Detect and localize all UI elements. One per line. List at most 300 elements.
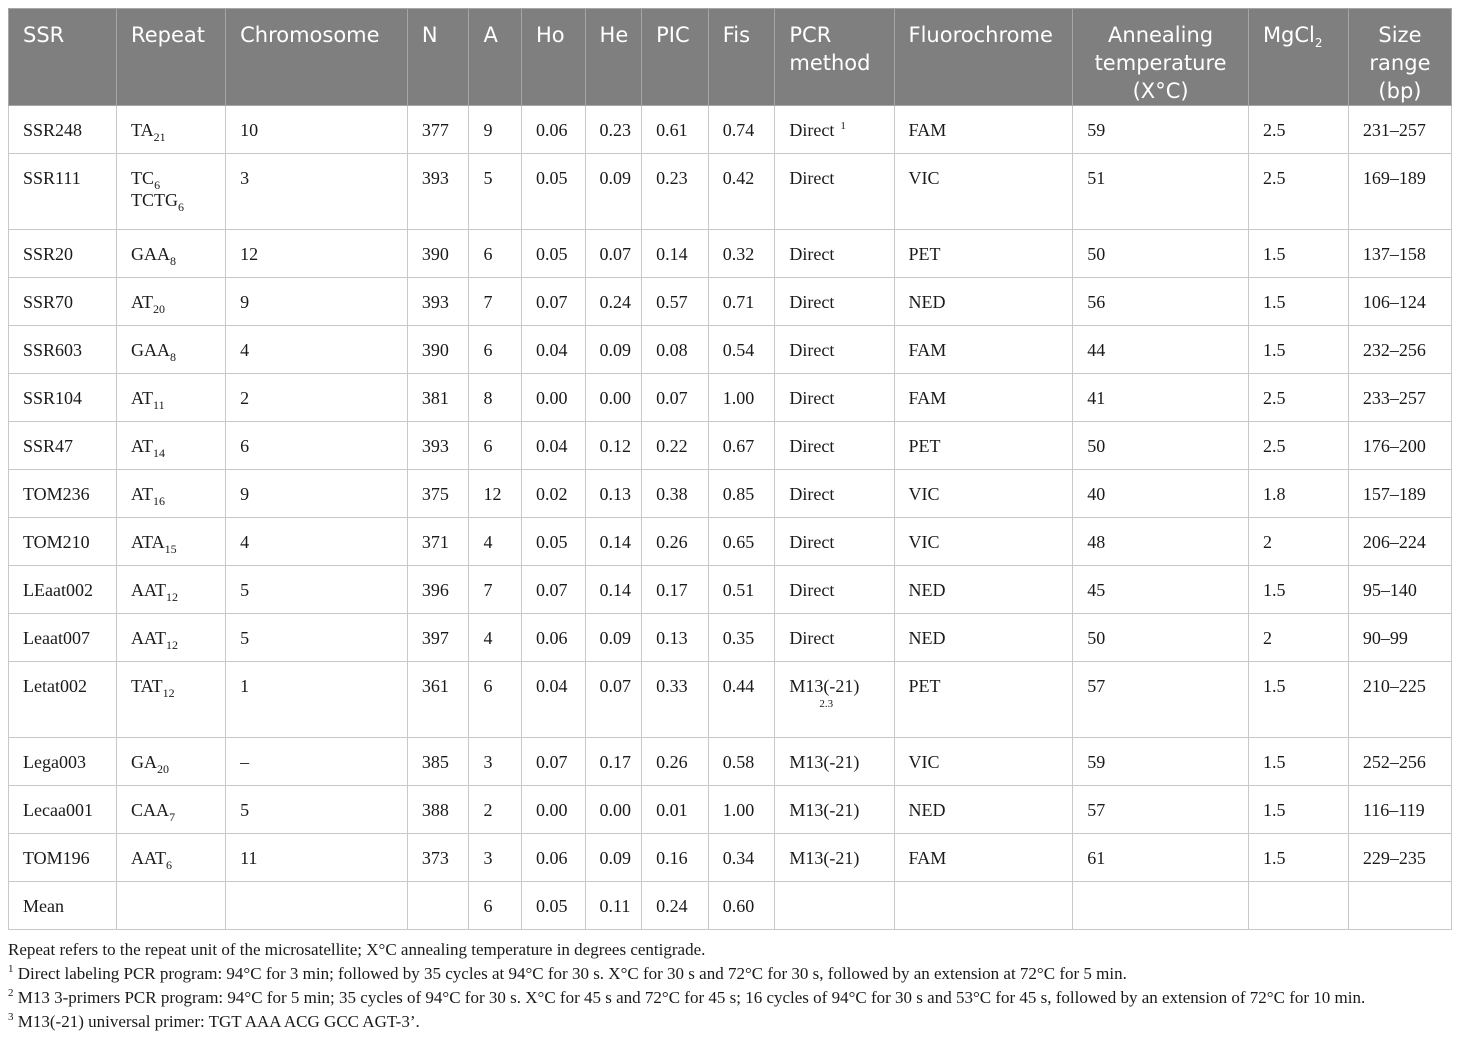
repeat-count: 8 [170, 254, 177, 268]
column-header-label: SSR [23, 23, 65, 47]
cell-chromosome: 3 [226, 154, 408, 230]
cell-pcr [775, 422, 894, 470]
cell-a: 4 [469, 614, 522, 662]
cell-size: 206–224 [1348, 518, 1451, 566]
cell-fluor: PET [894, 230, 1073, 278]
cell-anneal: 56 [1073, 278, 1249, 326]
cell-ssr: Mean [9, 882, 117, 930]
cell-ssr: SSR111 [9, 154, 117, 230]
cell-ssr: TOM196 [9, 834, 117, 882]
table-row [9, 738, 1452, 786]
cell-fis: 0.58 [708, 738, 775, 786]
cell-chromosome: 10 [226, 106, 408, 154]
cell-mgcl2: 1.8 [1248, 470, 1348, 518]
cell-size: 116–119 [1348, 786, 1451, 834]
cell-fis: 0.85 [708, 470, 775, 518]
cell-pic: 0.01 [642, 786, 709, 834]
cell-ssr: SSR47 [9, 422, 117, 470]
cell-he: 0.17 [585, 738, 642, 786]
cell-anneal: 61 [1073, 834, 1249, 882]
table-row [9, 518, 1452, 566]
column-header-label: Fis [722, 23, 751, 47]
cell-ho: 0.06 [521, 834, 585, 882]
cell-mgcl2: 1.5 [1248, 278, 1348, 326]
column-header-label: N [421, 23, 438, 47]
cell-fluor: NED [894, 566, 1073, 614]
cell-he: 0.12 [585, 422, 642, 470]
cell-mgcl2: 2.5 [1248, 106, 1348, 154]
cell-size [1348, 882, 1451, 930]
cell-size: 169–189 [1348, 154, 1451, 230]
cell-he: 0.09 [585, 614, 642, 662]
repeat-unit [131, 627, 211, 652]
cell-pcr [775, 738, 894, 786]
cell-anneal: 50 [1073, 614, 1249, 662]
cell-chromosome: 1 [226, 662, 408, 738]
repeat-unit [131, 167, 211, 192]
cell-mgcl2: 2.5 [1248, 422, 1348, 470]
cell-he: 0.24 [585, 278, 642, 326]
cell-size: 106–124 [1348, 278, 1451, 326]
cell-fluor: NED [894, 278, 1073, 326]
pcr-method-value: Direct [789, 120, 835, 140]
repeat-base: ATA [131, 532, 165, 552]
footnote-ref: 2.3 [819, 698, 834, 710]
cell-fluor: NED [894, 614, 1073, 662]
cell-ho: 0.04 [521, 662, 585, 738]
cell-pic: 0.13 [642, 614, 709, 662]
cell-anneal: 45 [1073, 566, 1249, 614]
cell-pic: 0.61 [642, 106, 709, 154]
repeat-count: 12 [166, 638, 179, 652]
repeat-count: 6 [154, 178, 161, 192]
cell-mgcl2: 2.5 [1248, 154, 1348, 230]
header-row [9, 9, 1452, 106]
footnote-mark: 2 [8, 987, 14, 999]
cell-he: 0.07 [585, 662, 642, 738]
cell-repeat [117, 834, 226, 882]
repeat-count: 21 [153, 130, 166, 144]
cell-n: 361 [407, 662, 469, 738]
cell-a: 9 [469, 106, 522, 154]
cell-anneal: 57 [1073, 662, 1249, 738]
repeat-unit [131, 483, 211, 508]
cell-he: 0.00 [585, 374, 642, 422]
cell-chromosome: 5 [226, 614, 408, 662]
cell-a: 7 [469, 566, 522, 614]
pcr-method-value: Direct [789, 244, 835, 264]
repeat-base: TC [131, 168, 155, 188]
cell-ssr: Leaat007 [9, 614, 117, 662]
cell-anneal: 41 [1073, 374, 1249, 422]
column-header [1348, 9, 1451, 106]
pcr-method-value: Direct [789, 436, 835, 456]
cell-a: 4 [469, 518, 522, 566]
cell-repeat [117, 738, 226, 786]
cell-chromosome: 9 [226, 470, 408, 518]
cell-ho: 0.07 [521, 566, 585, 614]
cell-ssr: SSR70 [9, 278, 117, 326]
cell-size: 252–256 [1348, 738, 1451, 786]
cell-n: 385 [407, 738, 469, 786]
cell-pic: 0.24 [642, 882, 709, 930]
pcr-method-value: Direct [789, 628, 835, 648]
cell-pcr [775, 882, 894, 930]
table-row [9, 470, 1452, 518]
cell-n: 390 [407, 230, 469, 278]
cell-fis: 0.71 [708, 278, 775, 326]
repeat-unit [131, 675, 211, 700]
table-row [9, 882, 1452, 930]
cell-n: 377 [407, 106, 469, 154]
column-header [1248, 9, 1348, 106]
cell-pic: 0.14 [642, 230, 709, 278]
cell-ho: 0.02 [521, 470, 585, 518]
cell-he: 0.23 [585, 106, 642, 154]
cell-pcr [775, 470, 894, 518]
cell-chromosome: 4 [226, 326, 408, 374]
repeat-unit [131, 531, 211, 556]
table-row [9, 106, 1452, 154]
cell-pcr [775, 326, 894, 374]
column-header-label: Repeat [131, 23, 205, 47]
cell-a: 6 [469, 662, 522, 738]
cell-ssr: SSR104 [9, 374, 117, 422]
cell-fluor: PET [894, 662, 1073, 738]
repeat-count: 15 [164, 542, 177, 556]
cell-ssr: SSR20 [9, 230, 117, 278]
repeat-base: TCTG [131, 190, 179, 210]
cell-mgcl2 [1248, 882, 1348, 930]
column-header-label: He [599, 23, 629, 47]
cell-fis: 0.74 [708, 106, 775, 154]
cell-mgcl2: 2 [1248, 614, 1348, 662]
pcr-method-value: M13(-21) [789, 848, 860, 868]
cell-pcr [775, 662, 894, 738]
cell-n: 381 [407, 374, 469, 422]
cell-pcr [775, 614, 894, 662]
cell-ho: 0.07 [521, 278, 585, 326]
cell-ssr: SSR248 [9, 106, 117, 154]
cell-chromosome: 4 [226, 518, 408, 566]
cell-pic: 0.57 [642, 278, 709, 326]
column-header-subscript: 2 [1314, 36, 1323, 50]
repeat-base: GA [131, 752, 158, 772]
repeat-unit [131, 339, 211, 364]
cell-a: 5 [469, 154, 522, 230]
cell-anneal [1073, 882, 1249, 930]
cell-mgcl2: 1.5 [1248, 738, 1348, 786]
cell-mgcl2: 1.5 [1248, 834, 1348, 882]
cell-fis: 0.51 [708, 566, 775, 614]
cell-ssr: Letat002 [9, 662, 117, 738]
cell-size: 95–140 [1348, 566, 1451, 614]
repeat-count: 8 [170, 350, 177, 364]
cell-fluor: VIC [894, 154, 1073, 230]
cell-size: 210–225 [1348, 662, 1451, 738]
cell-a: 6 [469, 326, 522, 374]
cell-ho: 0.07 [521, 738, 585, 786]
cell-repeat [117, 422, 226, 470]
repeat-count: 16 [153, 494, 166, 508]
cell-repeat [117, 374, 226, 422]
cell-fis: 1.00 [708, 786, 775, 834]
footnote-text: Direct labeling PCR program: 94°C for 3 min; followed by 35 cycles at 94°C for 30 s. X°C for 30 s and 72°C for 30 s, followed by an extension at 72°C for 5 min. [13, 964, 1127, 983]
cell-mgcl2: 1.5 [1248, 786, 1348, 834]
cell-mgcl2: 1.5 [1248, 566, 1348, 614]
cell-ho: 0.05 [521, 154, 585, 230]
cell-fis: 0.34 [708, 834, 775, 882]
cell-fis: 0.32 [708, 230, 775, 278]
repeat-base: TA [131, 120, 154, 140]
cell-ssr: TOM236 [9, 470, 117, 518]
cell-mgcl2: 1.5 [1248, 326, 1348, 374]
cell-pcr [775, 834, 894, 882]
cell-chromosome: 6 [226, 422, 408, 470]
footnote-general: Repeat refers to the repeat unit of the microsatellite; X°C annealing temperature in degrees centigrade. [8, 940, 706, 959]
cell-chromosome [226, 882, 408, 930]
cell-pic: 0.38 [642, 470, 709, 518]
cell-fis: 0.44 [708, 662, 775, 738]
cell-ho: 0.06 [521, 614, 585, 662]
cell-anneal: 57 [1073, 786, 1249, 834]
cell-fis: 1.00 [708, 374, 775, 422]
repeat-base: AAT [131, 848, 167, 868]
footnote-2 [8, 986, 1452, 1010]
cell-chromosome: 11 [226, 834, 408, 882]
repeat-base: TAT [131, 676, 163, 696]
repeat-count: 20 [153, 302, 166, 316]
cell-mgcl2: 1.5 [1248, 230, 1348, 278]
cell-chromosome: 5 [226, 566, 408, 614]
cell-pic: 0.07 [642, 374, 709, 422]
cell-n: 393 [407, 278, 469, 326]
cell-fluor: PET [894, 422, 1073, 470]
footnote-mark: 1 [8, 963, 14, 975]
cell-a: 12 [469, 470, 522, 518]
cell-repeat [117, 106, 226, 154]
table-row [9, 786, 1452, 834]
cell-he: 0.11 [585, 882, 642, 930]
repeat-base: AT [131, 292, 154, 312]
cell-he: 0.07 [585, 230, 642, 278]
table-container [8, 8, 1452, 1034]
cell-n: 396 [407, 566, 469, 614]
cell-anneal: 59 [1073, 738, 1249, 786]
repeat-base: GAA [131, 340, 171, 360]
footnote-3 [8, 1010, 1452, 1034]
table-row [9, 614, 1452, 662]
column-header [521, 9, 585, 106]
cell-n: 375 [407, 470, 469, 518]
cell-ho: 0.05 [521, 230, 585, 278]
cell-anneal: 59 [1073, 106, 1249, 154]
repeat-base: AT [131, 436, 154, 456]
repeat-base: CAA [131, 800, 170, 820]
cell-ho: 0.04 [521, 422, 585, 470]
cell-repeat [117, 470, 226, 518]
cell-n: 373 [407, 834, 469, 882]
cell-a: 2 [469, 786, 522, 834]
cell-a: 6 [469, 230, 522, 278]
column-header [775, 9, 894, 106]
column-header [407, 9, 469, 106]
cell-fluor: VIC [894, 738, 1073, 786]
cell-ssr: TOM210 [9, 518, 117, 566]
cell-n: 393 [407, 422, 469, 470]
repeat-count: 14 [153, 446, 166, 460]
cell-size: 90–99 [1348, 614, 1451, 662]
cell-anneal: 51 [1073, 154, 1249, 230]
cell-he: 0.09 [585, 154, 642, 230]
column-header-label: PIC [656, 23, 690, 47]
repeat-count: 20 [157, 762, 170, 776]
footnote-text: M13(-21) universal primer: TGT AAA ACG GCC AGT-3’. [13, 1012, 420, 1031]
cell-fluor [894, 882, 1073, 930]
cell-n: 393 [407, 154, 469, 230]
repeat-unit [131, 189, 211, 214]
cell-anneal: 48 [1073, 518, 1249, 566]
cell-anneal: 40 [1073, 470, 1249, 518]
column-header [708, 9, 775, 106]
pcr-method-value: Direct [789, 340, 835, 360]
column-header-label: Size range (bp) [1369, 23, 1431, 103]
footnote-ref: 1 [840, 120, 846, 132]
cell-a: 8 [469, 374, 522, 422]
repeat-count: 12 [162, 686, 175, 700]
cell-size: 176–200 [1348, 422, 1451, 470]
repeat-unit [131, 847, 211, 872]
cell-pic: 0.08 [642, 326, 709, 374]
cell-ssr: LEaat002 [9, 566, 117, 614]
cell-size: 232–256 [1348, 326, 1451, 374]
cell-repeat [117, 230, 226, 278]
table-body [9, 106, 1452, 930]
footnote-text: M13 3-primers PCR program: 94°C for 5 min; 35 cycles of 94°C for 30 s. X°C for 45 s and 72°C for 45 s; 16 cycles of 94°C for 30 s and 53°C for 45 s, followed by an extension of 72°C for 10 min. [13, 988, 1366, 1007]
repeat-unit [131, 751, 211, 776]
cell-ho: 0.05 [521, 518, 585, 566]
cell-size: 229–235 [1348, 834, 1451, 882]
cell-mgcl2: 2.5 [1248, 374, 1348, 422]
cell-chromosome: 9 [226, 278, 408, 326]
column-header-label: Fluorochrome [908, 23, 1053, 47]
cell-pcr [775, 786, 894, 834]
cell-he: 0.14 [585, 566, 642, 614]
cell-repeat [117, 566, 226, 614]
cell-pic: 0.26 [642, 518, 709, 566]
table-row [9, 154, 1452, 230]
repeat-unit [131, 119, 211, 144]
cell-he: 0.00 [585, 786, 642, 834]
cell-fis: 0.67 [708, 422, 775, 470]
cell-fis: 0.54 [708, 326, 775, 374]
footnotes [8, 938, 1452, 1034]
repeat-unit [131, 243, 211, 268]
cell-ssr: Lecaa001 [9, 786, 117, 834]
cell-repeat [117, 278, 226, 326]
cell-pcr [775, 374, 894, 422]
cell-pcr [775, 106, 894, 154]
column-header [1073, 9, 1249, 106]
repeat-unit [131, 579, 211, 604]
table-row [9, 566, 1452, 614]
column-header-label: Ho [535, 23, 565, 47]
table-row [9, 422, 1452, 470]
cell-fluor: FAM [894, 374, 1073, 422]
cell-mgcl2: 1.5 [1248, 662, 1348, 738]
cell-fluor: VIC [894, 470, 1073, 518]
cell-ho: 0.04 [521, 326, 585, 374]
cell-he: 0.09 [585, 326, 642, 374]
column-header-label: MgCl [1262, 23, 1315, 47]
column-header [9, 9, 117, 106]
cell-repeat [117, 518, 226, 566]
column-header [117, 9, 226, 106]
cell-ho: 0.00 [521, 374, 585, 422]
cell-a: 3 [469, 834, 522, 882]
cell-repeat [117, 662, 226, 738]
cell-pic: 0.16 [642, 834, 709, 882]
column-header [585, 9, 642, 106]
cell-repeat [117, 614, 226, 662]
cell-n: 388 [407, 786, 469, 834]
cell-ssr: Lega003 [9, 738, 117, 786]
cell-repeat [117, 154, 226, 230]
footnote-1 [8, 962, 1452, 986]
cell-anneal: 50 [1073, 422, 1249, 470]
cell-chromosome: 2 [226, 374, 408, 422]
cell-anneal: 44 [1073, 326, 1249, 374]
pcr-method-value: Direct [789, 168, 835, 188]
cell-pic: 0.22 [642, 422, 709, 470]
pcr-method-value: Direct [789, 292, 835, 312]
table-row [9, 278, 1452, 326]
pcr-method-value: M13(-21) [789, 800, 860, 820]
cell-n: 371 [407, 518, 469, 566]
pcr-method-value: Direct [789, 532, 835, 552]
column-header-label: Chromosome [240, 23, 380, 47]
cell-mgcl2: 2 [1248, 518, 1348, 566]
repeat-unit [131, 387, 211, 412]
repeat-unit [131, 291, 211, 316]
cell-pcr [775, 230, 894, 278]
table-row [9, 326, 1452, 374]
repeat-base: AT [131, 388, 154, 408]
cell-ho: 0.05 [521, 882, 585, 930]
cell-chromosome: 12 [226, 230, 408, 278]
cell-a: 3 [469, 738, 522, 786]
column-header [469, 9, 522, 106]
cell-size: 233–257 [1348, 374, 1451, 422]
cell-pic: 0.17 [642, 566, 709, 614]
repeat-base: GAA [131, 244, 171, 264]
cell-pic: 0.33 [642, 662, 709, 738]
ssr-table [8, 8, 1452, 930]
cell-repeat [117, 882, 226, 930]
cell-fluor: FAM [894, 834, 1073, 882]
pcr-method-value: M13(-21) [789, 676, 860, 696]
cell-pcr [775, 518, 894, 566]
column-header-label: PCR method [789, 23, 871, 75]
table-row [9, 374, 1452, 422]
repeat-count: 12 [166, 590, 179, 604]
cell-n: 397 [407, 614, 469, 662]
cell-a: 6 [469, 422, 522, 470]
cell-pcr [775, 154, 894, 230]
cell-ho: 0.06 [521, 106, 585, 154]
cell-size: 137–158 [1348, 230, 1451, 278]
table-row [9, 662, 1452, 738]
